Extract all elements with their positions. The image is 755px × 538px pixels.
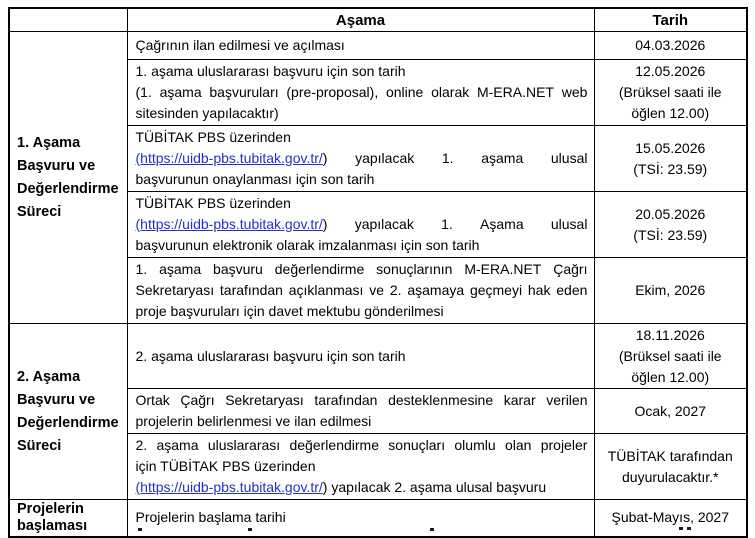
date-line: duyurulacaktır.* <box>622 468 719 485</box>
text-line <box>136 346 588 367</box>
tarih-cell <box>594 258 747 324</box>
date-line: 18.11.2026 <box>635 326 705 343</box>
text-segment: TÜBİTAK PBS üzerinden <box>135 129 291 145</box>
text-line <box>136 235 588 256</box>
word-token <box>136 435 148 456</box>
text-segment: M-ERA.NET <box>464 261 542 277</box>
text-segment: (pre-proposal), <box>286 84 379 100</box>
word-token <box>546 390 587 411</box>
text-segment: başvurunun elektronik olarak imzalanması için son tarih <box>135 237 480 253</box>
text-segment: açıklanması <box>288 282 364 298</box>
column-header-asama: Aşama <box>127 8 594 32</box>
text-segment: sonuçları <box>388 437 446 453</box>
text-segment: tarafından <box>314 392 378 408</box>
word-token <box>505 435 531 456</box>
date-line: Ocak, 2027 <box>634 402 707 419</box>
text-segment: TÜBİTAK PBS üzerinden <box>135 195 291 211</box>
word-token <box>528 280 551 301</box>
text-segment: olan <box>504 437 532 453</box>
section-label-line: Projelerin <box>17 500 84 517</box>
text-segment: verilen <box>546 392 588 408</box>
table-header <box>9 8 747 32</box>
text-segment: aşama <box>159 84 202 100</box>
text-segment: ) yapılacak 2. aşama ulusal başvuru <box>322 479 547 495</box>
word-token <box>441 214 453 235</box>
text-line <box>136 35 588 56</box>
word-token <box>388 435 445 456</box>
word-token <box>136 259 148 280</box>
word-token <box>562 82 588 103</box>
text-segment: Sekretaryası <box>135 282 215 298</box>
text-segment: Çağrının ilan edilmesi ve açılması <box>135 37 345 53</box>
text-segment: sitesinden yapılacaktır) <box>135 105 279 121</box>
tarih-cell <box>594 126 747 192</box>
text-segment: 1. <box>441 150 454 166</box>
section-label-line: Süreci <box>17 203 62 220</box>
word-token <box>355 214 414 235</box>
date-line: (Brüksel saati ile <box>618 347 722 364</box>
text-segment: Projelerin başlama tarihi <box>135 509 286 526</box>
date-line: öğlen 12.00) <box>631 368 710 385</box>
text-segment: desteklenmesine <box>388 392 494 408</box>
word-token <box>442 148 454 169</box>
text-segment: başvuru <box>213 261 263 277</box>
section-label-line: başlaması <box>17 517 88 534</box>
section-label-line: Başvuru ve <box>17 157 96 174</box>
word-token <box>551 148 588 169</box>
section-label-line: Süreci <box>17 437 62 454</box>
text-segment: ulusal <box>550 216 588 232</box>
tubitak-pbs-link[interactable]: (https://uidb-pbs.tubitak.gov.tr/ <box>135 150 323 166</box>
word-token <box>431 82 469 103</box>
asama-cell <box>127 324 594 389</box>
tarih-cell <box>594 434 747 500</box>
text-line <box>136 82 588 103</box>
text-line <box>136 507 588 528</box>
text-line <box>136 103 588 124</box>
text-segment: 2. <box>135 437 148 453</box>
text-segment: Aşama <box>480 216 524 232</box>
word-token <box>289 435 379 456</box>
section-label-line: Değerlendirme <box>17 414 119 431</box>
tarih-cell <box>594 324 747 389</box>
header-row <box>9 8 747 32</box>
text-segment: aşama <box>159 261 202 277</box>
date-line: 15.05.2026 <box>635 139 706 156</box>
text-segment: projeler <box>540 437 588 453</box>
text-segment: hak <box>527 282 551 298</box>
date-line: 20.05.2026 <box>635 205 706 222</box>
word-token <box>275 259 365 280</box>
text-segment: yapılacak <box>354 216 414 232</box>
tubitak-pbs-link[interactable]: (https://uidb-pbs.tubitak.gov.tr/ <box>135 479 323 495</box>
word-token <box>386 82 423 103</box>
text-segment: ve <box>369 282 385 298</box>
word-token <box>470 280 522 301</box>
section-label-line: Başvuru ve <box>17 391 96 408</box>
word-token <box>136 82 152 103</box>
text-line <box>136 390 588 411</box>
text-segment: web <box>561 84 588 100</box>
word-token <box>553 259 587 280</box>
word-token <box>156 435 198 456</box>
word-token <box>541 435 588 456</box>
date-line: Şubat-Mayıs, 2027 <box>611 509 729 526</box>
word-token <box>464 259 541 280</box>
text-segment: projelerin belirlenmesi ve ilan edilmesi <box>135 413 372 429</box>
date-line: öğlen 12.00) <box>631 105 710 121</box>
word-token <box>289 280 364 301</box>
word-token <box>481 148 523 169</box>
word-token <box>136 214 328 235</box>
word-token <box>477 82 554 103</box>
text-segment: olumlu <box>454 437 496 453</box>
column-header-empty <box>9 8 127 32</box>
text-segment: değerlendirme <box>274 261 365 277</box>
schedule-table <box>8 7 748 538</box>
text-segment: M-ERA.NET <box>476 84 554 100</box>
text-line <box>136 148 588 169</box>
asama-cell <box>127 434 594 500</box>
text-line <box>136 193 588 214</box>
word-token <box>355 148 414 169</box>
text-segment: eden <box>556 282 588 298</box>
word-token <box>504 390 536 411</box>
text-segment: başvuruları <box>209 84 279 100</box>
word-token <box>225 390 304 411</box>
date-line: (TSİ: 23.59) <box>633 160 708 177</box>
word-token <box>314 390 377 411</box>
word-token <box>388 390 493 411</box>
text-line <box>136 259 588 280</box>
text-segment: Çağrı <box>553 261 588 277</box>
text-segment: karar <box>503 392 536 408</box>
section-label-line: 2. Aşama <box>17 368 81 385</box>
table-row <box>9 32 747 60</box>
word-token <box>208 435 280 456</box>
text-segment: yapılacak <box>355 150 415 166</box>
word-token <box>407 280 464 301</box>
text-segment: 1. <box>135 261 148 277</box>
text-line <box>136 411 588 432</box>
text-line <box>136 301 588 322</box>
date-line: (Brüksel saati ile <box>618 84 722 100</box>
text-segment: sonuçlarının <box>376 261 453 277</box>
word-token <box>136 280 215 301</box>
text-segment: tarafından <box>219 282 283 298</box>
date-line: (TSİ: 23.59) <box>633 226 708 243</box>
text-line <box>136 435 588 456</box>
word-token <box>159 259 201 280</box>
text-segment: aşamaya <box>407 282 465 298</box>
word-token <box>286 82 378 103</box>
text-segment: başvurunun onaylanması için son tarih <box>135 171 375 187</box>
word-token <box>220 280 283 301</box>
text-segment: online <box>385 84 424 100</box>
text-segment: ulusal <box>550 150 588 166</box>
text-line <box>136 456 588 477</box>
date-line: Ekim, 2026 <box>635 282 706 298</box>
section-label-line: 1. Aşama <box>17 134 81 151</box>
text-segment: proje başvuruları için davet mektubu gönderilmesi <box>135 303 444 319</box>
word-token <box>556 280 587 301</box>
asama-cell <box>127 258 594 324</box>
text-segment: Ortak <box>135 392 170 408</box>
text-segment: 1. <box>441 216 453 232</box>
section-label-line: Değerlendirme <box>17 180 119 197</box>
word-token <box>551 214 588 235</box>
tarih-cell <box>594 192 747 258</box>
tubitak-pbs-link[interactable]: (https://uidb-pbs.tubitak.gov.tr/ <box>135 216 323 232</box>
text-segment: 2. aşama uluslararası başvuru için son tarih <box>135 347 406 364</box>
section-label <box>9 324 127 500</box>
text-segment: 2. <box>389 282 402 298</box>
table-body <box>9 32 747 537</box>
text-segment: ) <box>322 150 328 166</box>
text-segment: uluslararası <box>207 437 281 453</box>
asama-cell <box>127 389 594 434</box>
text-segment: olarak <box>431 84 470 100</box>
text-line <box>136 280 588 301</box>
word-token <box>136 148 328 169</box>
word-token <box>480 214 524 235</box>
text-segment: aşama <box>481 150 524 166</box>
text-segment: (1. <box>135 84 152 100</box>
word-token <box>180 390 214 411</box>
text-line <box>136 477 588 498</box>
tarih-cell <box>594 389 747 434</box>
text-line <box>136 127 588 148</box>
text-segment: 1. aşama uluslararası başvuru için son tarih <box>135 63 406 79</box>
table-row <box>9 324 747 389</box>
word-token <box>136 390 170 411</box>
word-token <box>376 259 452 280</box>
text-segment: Sekretaryası <box>225 392 304 408</box>
text-line <box>136 214 588 235</box>
word-token <box>209 82 278 103</box>
word-token <box>390 280 402 301</box>
text-segment: ) <box>322 216 328 232</box>
text-segment: değerlendirme <box>289 437 379 453</box>
asama-cell <box>127 60 594 126</box>
word-token <box>369 280 384 301</box>
text-line <box>136 169 588 190</box>
date-line: 12.05.2026 <box>635 63 706 79</box>
text-line <box>136 61 588 82</box>
word-token <box>213 259 263 280</box>
text-segment: aşama <box>156 437 199 453</box>
word-token <box>454 435 495 456</box>
text-segment: için TÜBİTAK PBS üzerinden <box>135 458 316 474</box>
text-segment: geçmeyi <box>469 282 523 298</box>
clipped-footnote-fragment <box>687 527 691 530</box>
word-token <box>160 82 202 103</box>
section-label <box>9 32 127 324</box>
asama-cell <box>127 192 594 258</box>
date-line: TÜBİTAK tarafından <box>607 447 733 464</box>
tarih-cell <box>594 32 747 60</box>
asama-cell <box>127 32 594 60</box>
asama-cell <box>127 126 594 192</box>
clipped-footnote-fragment <box>679 527 683 530</box>
tarih-cell <box>594 60 747 126</box>
text-segment: Çağrı <box>180 392 215 408</box>
date-line: 04.03.2026 <box>635 37 706 53</box>
column-header-tarih: Tarih <box>594 8 747 32</box>
